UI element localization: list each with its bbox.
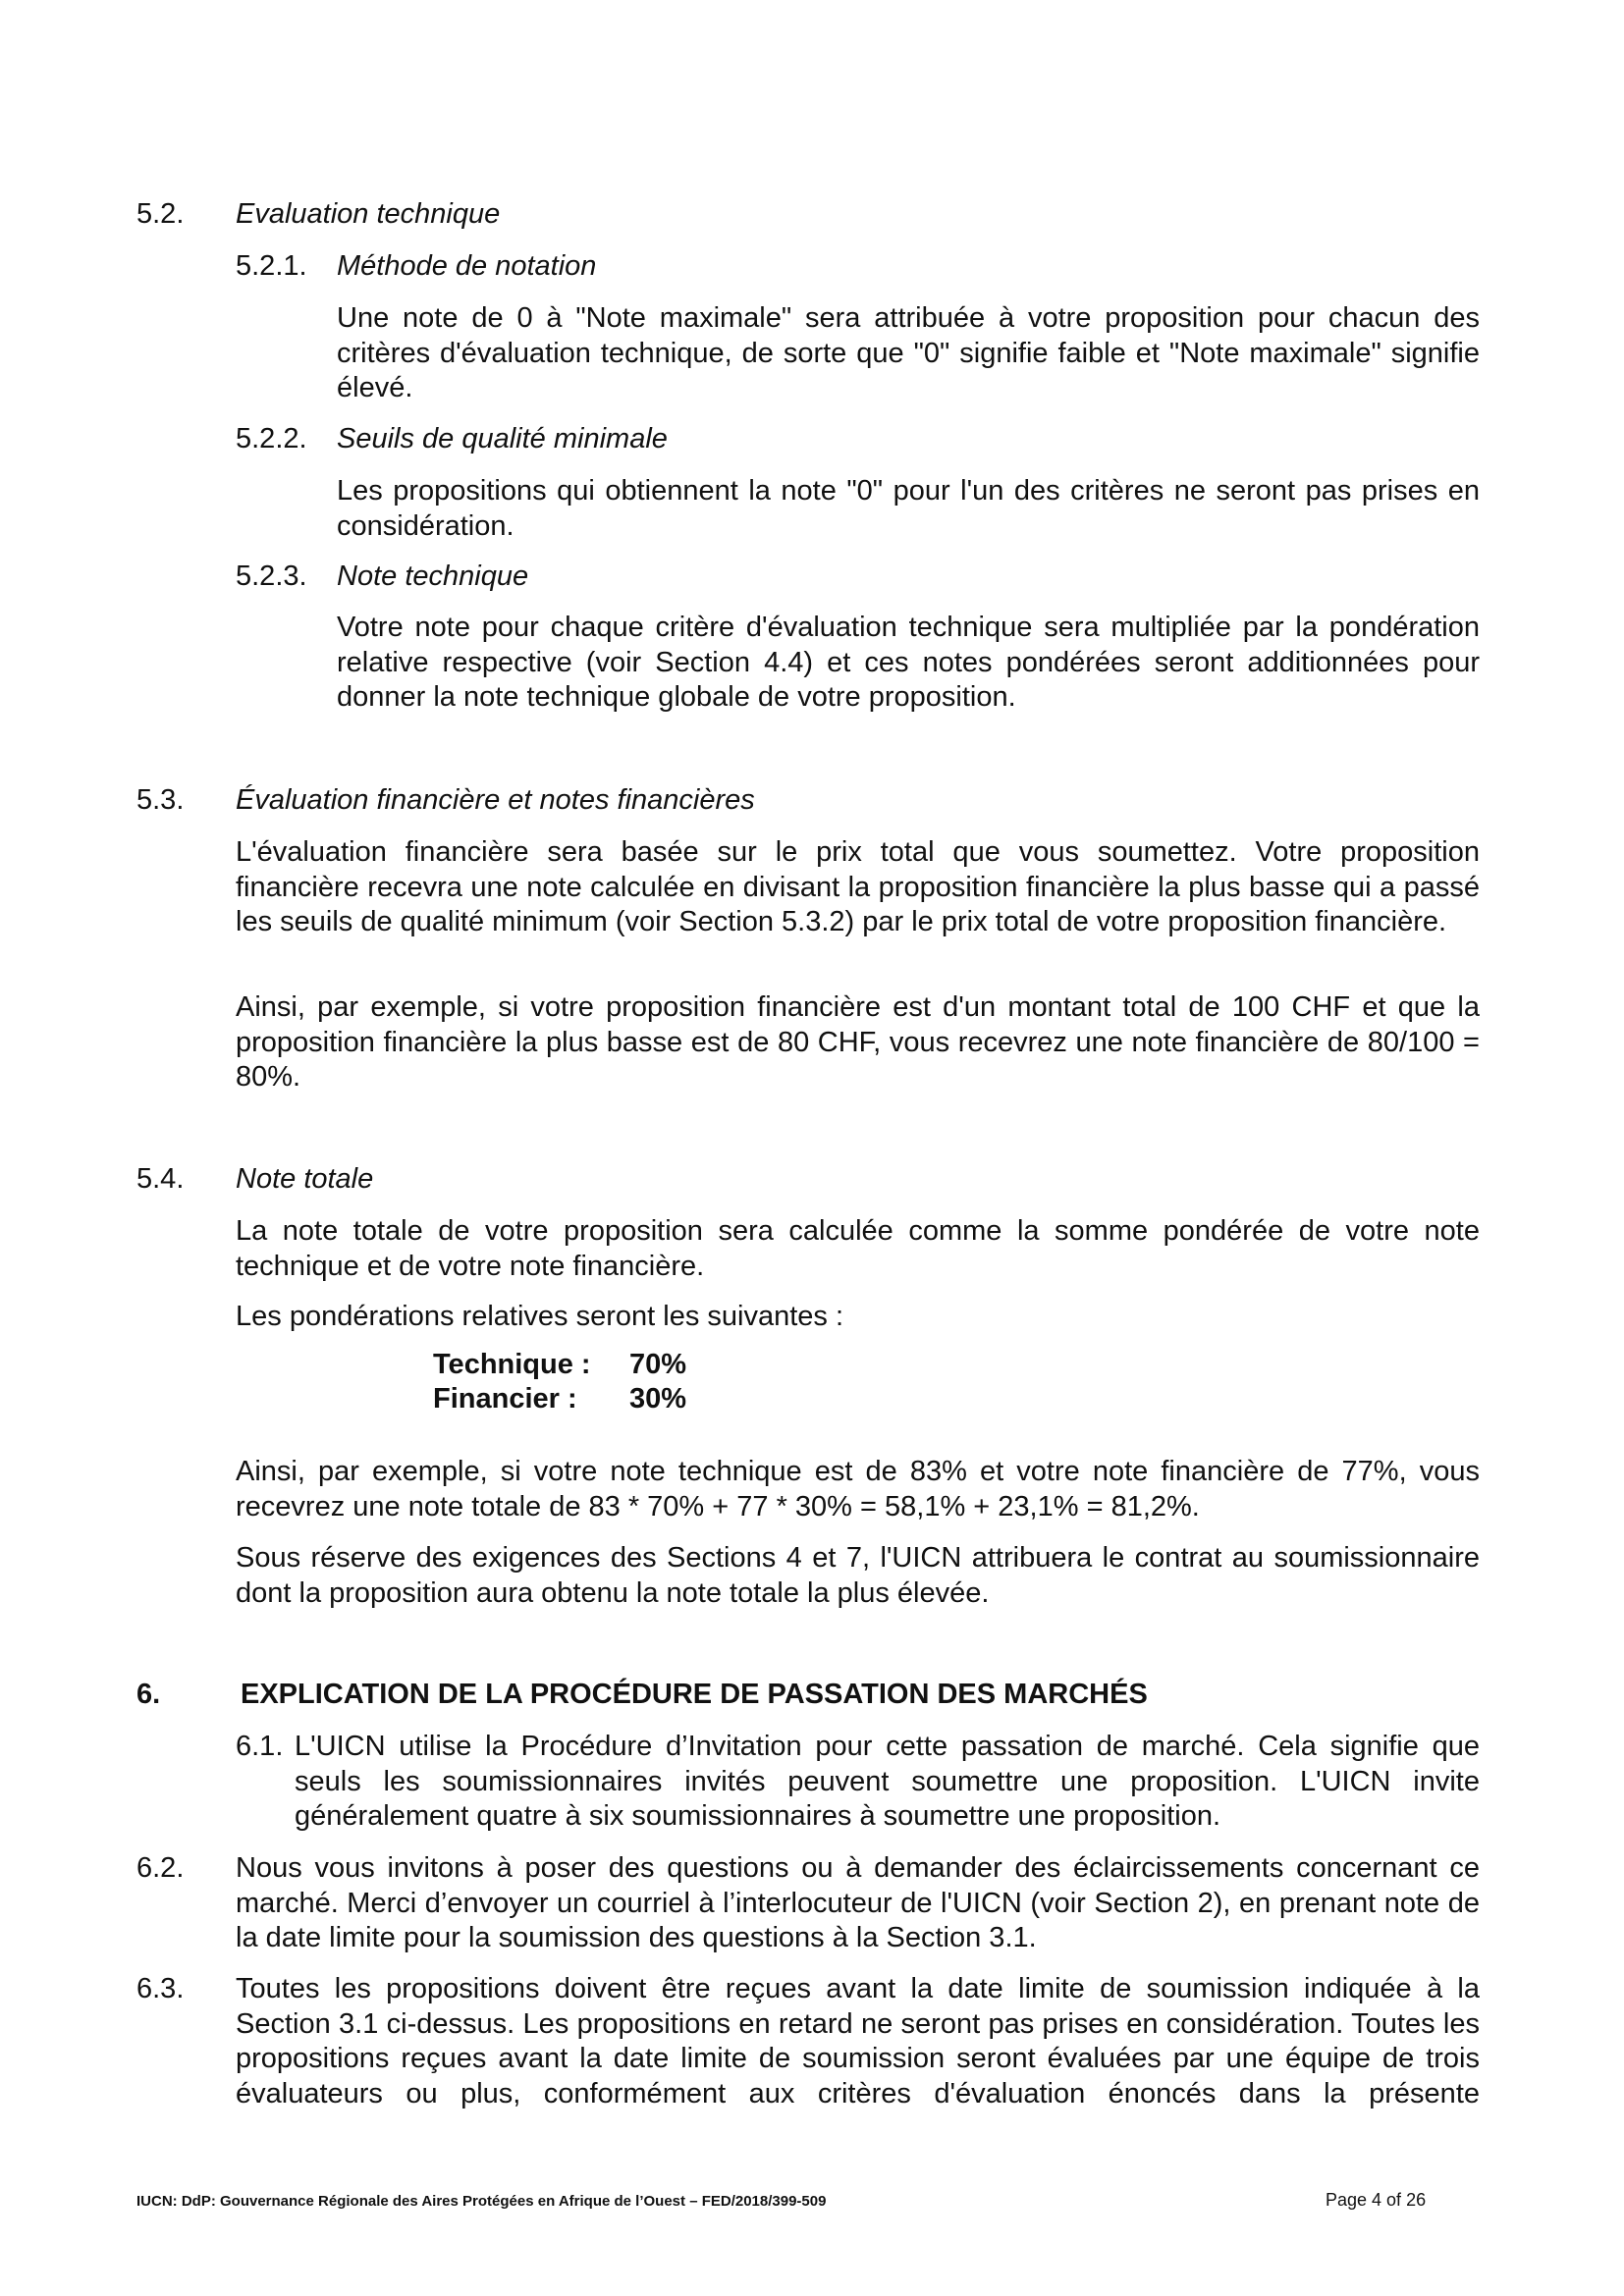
- subsection-title: Seuils de qualité minimale: [337, 423, 668, 454]
- clause-number: 6.2.: [136, 1852, 185, 1884]
- paragraph: Sous réserve des exigences des Sections 4 et 7, l'UICN attribuera le contrat au soumissionnaire dont la proposition aura obtenu la note totale la plus élevée.: [236, 1542, 1480, 1609]
- footer-reference: IUCN: DdP: Gouvernance Régionale des Aires Protégées en Afrique de l’Ouest – FED/2018/399-509: [136, 2193, 827, 2210]
- section-number: 5.2.: [136, 198, 185, 230]
- clause-number: 6.3.: [136, 1973, 185, 2004]
- page-number: Page 4 of 26: [1326, 2190, 1427, 2210]
- weights-table: [433, 1348, 686, 1416]
- weight-value: 70%: [629, 1349, 687, 1380]
- section-number: 5.3.: [136, 784, 185, 816]
- subsection-number: 5.2.1.: [236, 250, 307, 282]
- weight-value: 30%: [629, 1383, 687, 1415]
- paragraph: Une note de 0 à "Note maximale" sera attribuée à votre proposition pour chacun des critères d'évaluation technique, de sorte que "0" signifie faible et "Note maximale" signifie élevé.: [337, 302, 1480, 403]
- subsection-number: 5.2.3.: [236, 561, 307, 592]
- subsection-title: Méthode de notation: [337, 250, 597, 282]
- section-title: Note totale: [236, 1163, 374, 1195]
- weight-label: Technique :: [433, 1349, 591, 1380]
- chapter-number: 6.: [136, 1679, 161, 1710]
- weight-label: Financier :: [433, 1383, 577, 1415]
- section-title: Evaluation technique: [236, 198, 501, 230]
- paragraph: Nous vous invitons à poser des questions ou à demander des éclaircissements concernant ce marché. Merci d’envoyer un courriel à l’interlocuteur de l'UICN (voir Section 2), en prenant note de la date limite pour la soumission des questions à la Section 3.1.: [236, 1852, 1480, 1953]
- paragraph: Ainsi, par exemple, si votre note technique est de 83% et votre note financière de 77%, vous recevrez une note totale de 83 * 70% + 77 * 30% = 58,1% + 23,1% = 81,2%.: [236, 1456, 1480, 1522]
- weight-row: [433, 1382, 686, 1416]
- subsection-number: 5.2.2.: [236, 423, 307, 454]
- paragraph: Les propositions qui obtiennent la note "0" pour l'un des critères ne seront pas prises en considération.: [337, 475, 1480, 542]
- paragraph: L'UICN utilise la Procédure d’Invitation pour cette passation de marché. Cela signifie que seuls les soumissionnaires invités peuvent soumettre une proposition. L'UICN invite généralement quatre à six soumissionnaires à soumettre une proposition.: [295, 1731, 1480, 1832]
- section-number: 5.4.: [136, 1163, 185, 1195]
- section-title: Évaluation financière et notes financières: [236, 784, 755, 816]
- paragraph: Toutes les propositions doivent être reçues avant la date limite de soumission indiquée à la Section 3.1 ci-dessus. Les propositions en retard ne seront pas prises en considération. Toutes les propositions reçues avant la date limite de soumission seront évaluées par une équipe de trois évaluateurs ou plus, conformément aux critères d'évaluation énoncés dans la présente: [236, 1973, 1480, 2109]
- subsection-title: Note technique: [337, 561, 529, 592]
- weight-row: [433, 1348, 686, 1382]
- paragraph: La note totale de votre proposition sera calculée comme la somme pondérée de votre note technique et de votre note financière.: [236, 1215, 1480, 1282]
- chapter-title: EXPLICATION DE LA PROCÉDURE DE PASSATION DES MARCHÉS: [241, 1679, 1148, 1710]
- paragraph: L'évaluation financière sera basée sur le prix total que vous soumettez. Votre proposition financière recevra une note calculée en divisant la proposition financière la plus basse qui a passé les seuils de qualité minimum (voir Section 5.3.2) par le prix total de votre proposition financière.: [236, 836, 1480, 937]
- clause-number: 6.1.: [236, 1731, 284, 1762]
- paragraph: Les pondérations relatives seront les suivantes :: [236, 1301, 844, 1332]
- paragraph: Votre note pour chaque critère d'évaluation technique sera multipliée par la pondération relative respective (voir Section 4.4) et ces notes pondérées seront additionnées pour donner la note technique globale de votre proposition.: [337, 612, 1480, 713]
- paragraph: Ainsi, par exemple, si votre proposition financière est d'un montant total de 100 CHF et que la proposition financière la plus basse est de 80 CHF, vous recevrez une note financière de 80/100 = 80%.: [236, 991, 1480, 1093]
